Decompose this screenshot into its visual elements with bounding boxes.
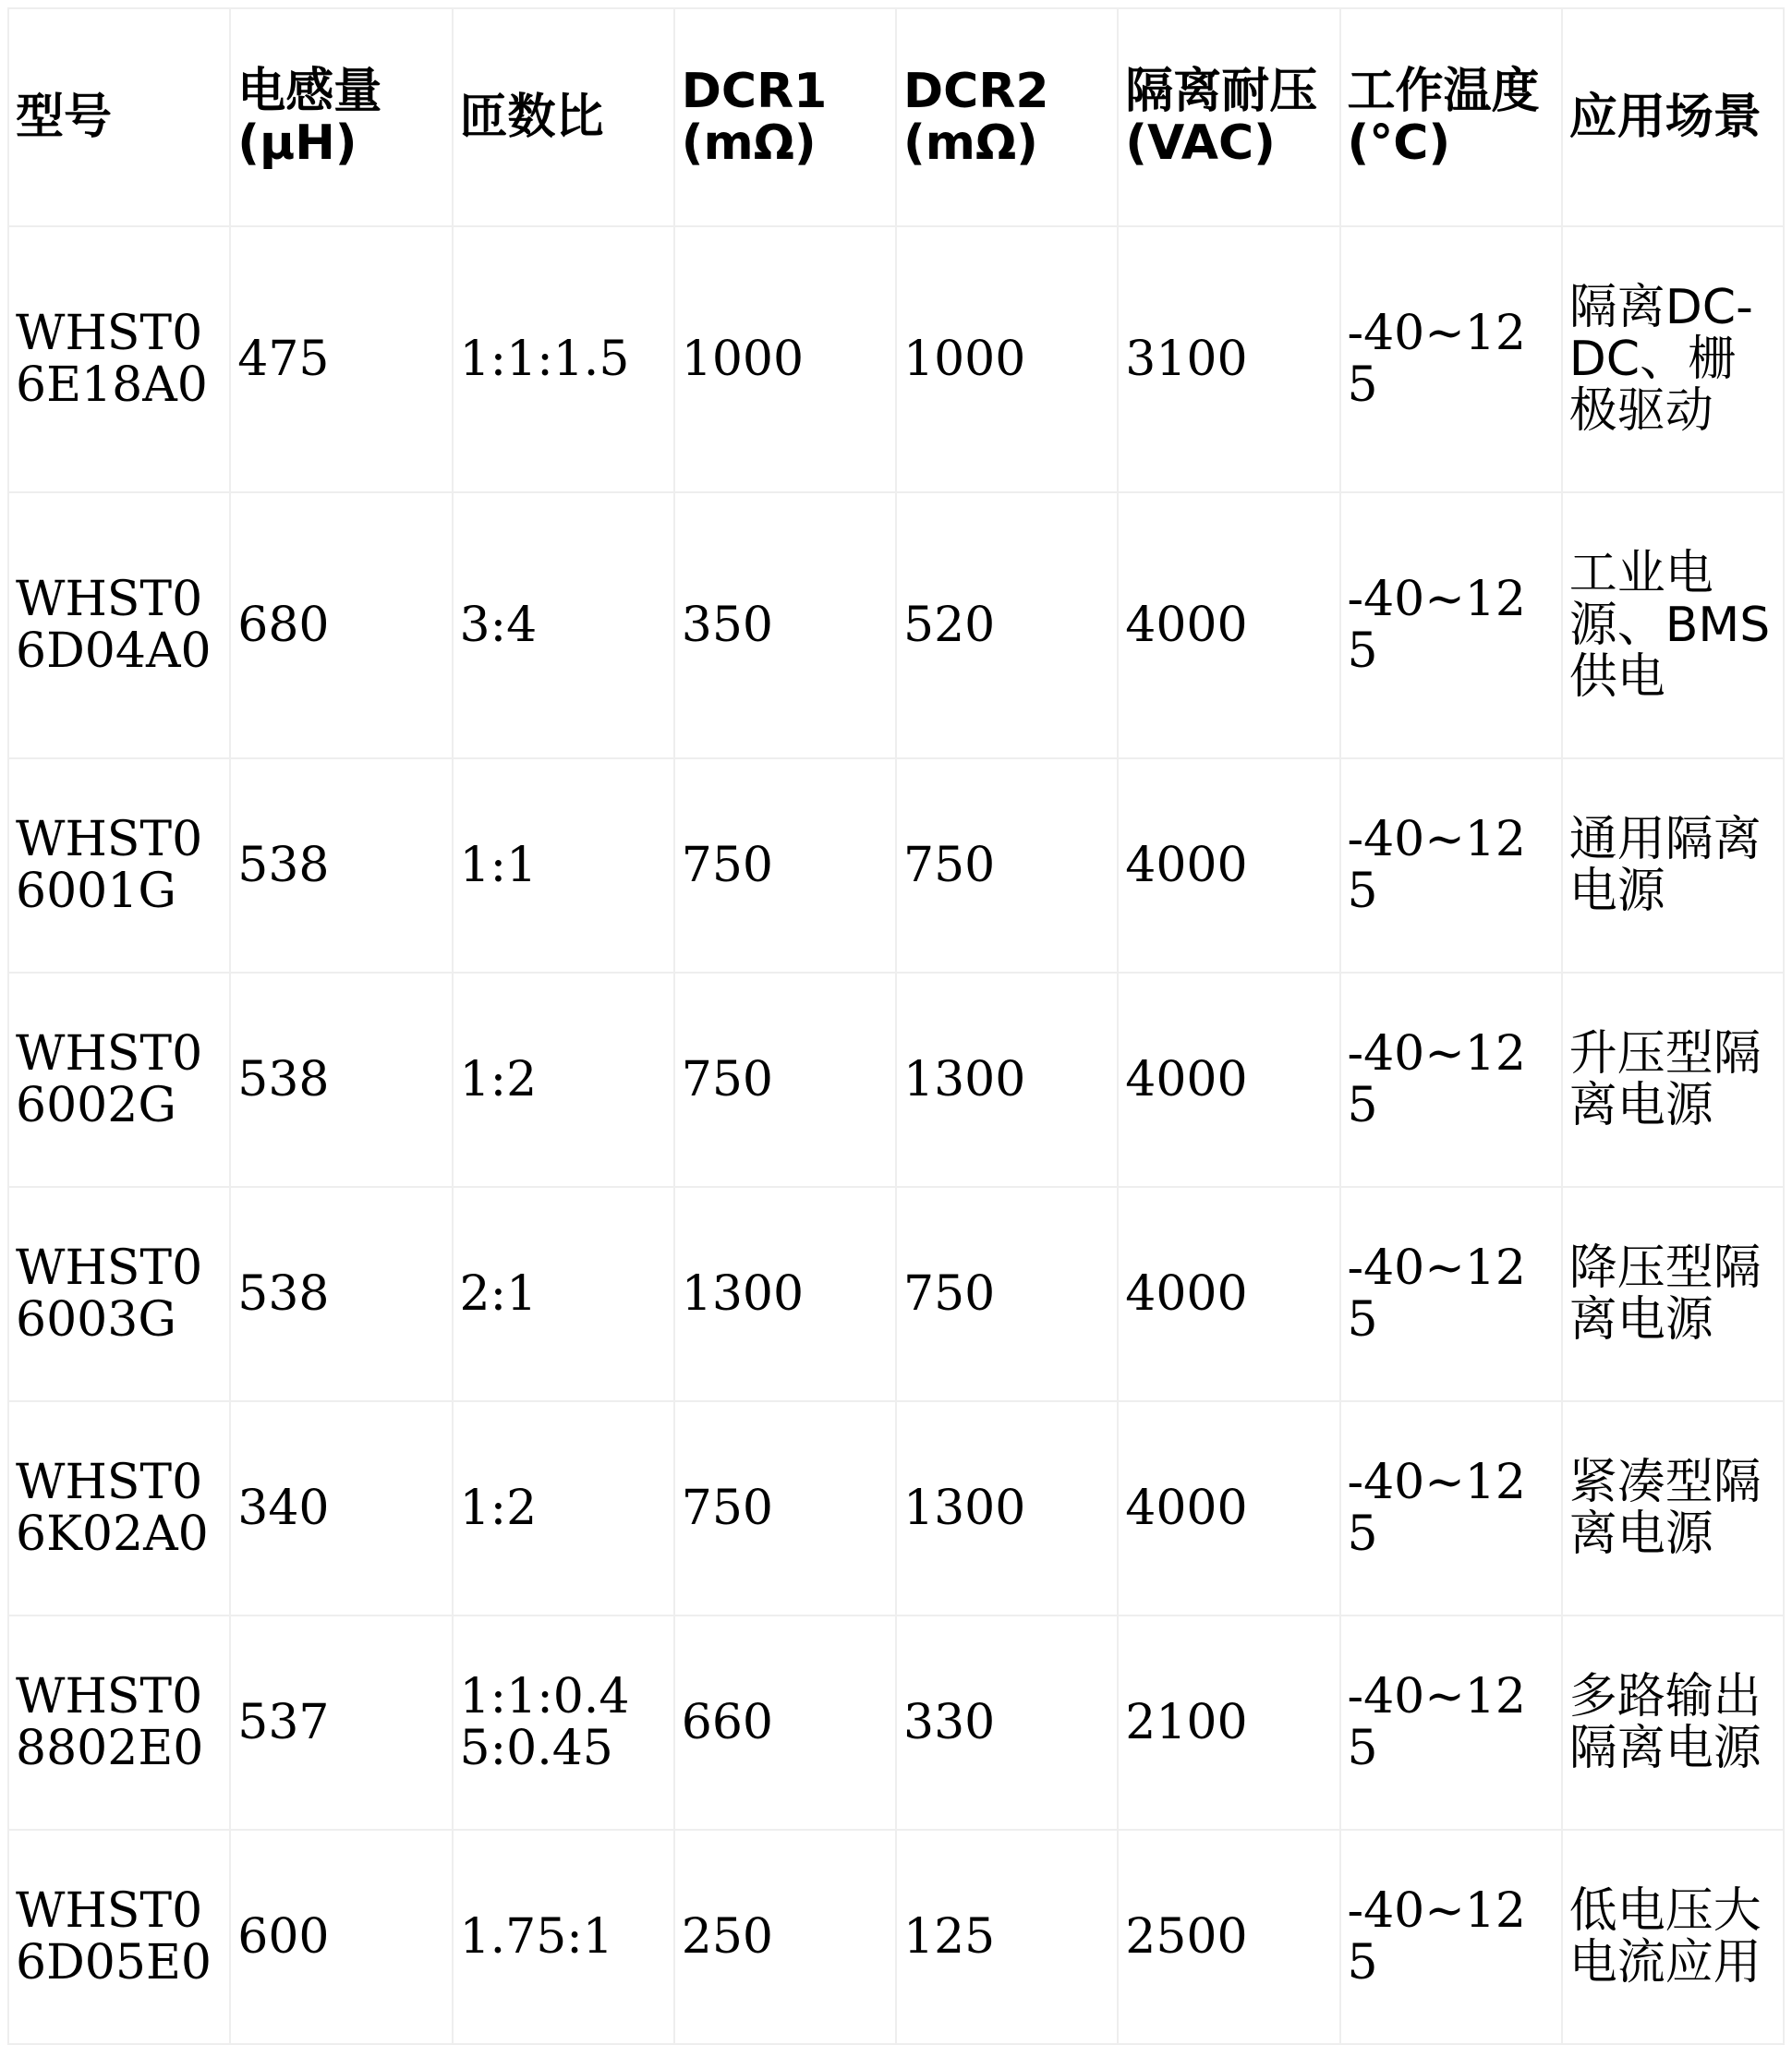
model-cell: WHST06K02A0: [8, 1401, 230, 1615]
temperature-cell: -40~125: [1340, 758, 1562, 973]
inductance-cell: 600: [230, 1830, 452, 2044]
temperature-cell: -40~125: [1340, 226, 1562, 492]
table-row: [8, 973, 1784, 1187]
turns-ratio-cell: 1:2: [453, 1401, 674, 1615]
table-row: [8, 758, 1784, 973]
model-cell: WHST08802E0: [8, 1615, 230, 1830]
turns-ratio-cell: 1.75:1: [453, 1830, 674, 2044]
application-cell: 低电压大电流应用: [1562, 1830, 1784, 2044]
application-cell: 隔离DC-DC、栅极驱动: [1562, 226, 1784, 492]
model-cell: WHST06E18A0: [8, 226, 230, 492]
model-cell: WHST06003G: [8, 1187, 230, 1401]
model-cell: WHST06D04A0: [8, 492, 230, 758]
application-cell: 通用隔离电源: [1562, 758, 1784, 973]
temperature-cell: -40~125: [1340, 1187, 1562, 1401]
application-cell: 多路输出隔离电源: [1562, 1615, 1784, 1830]
table-row: [8, 492, 1784, 758]
application-cell: 降压型隔离电源: [1562, 1187, 1784, 1401]
table-row: [8, 1401, 1784, 1615]
dcr2-cell: 1300: [896, 973, 1118, 1187]
dcr1-cell: 750: [674, 1401, 896, 1615]
header-dcr1: DCR1 (mΩ): [674, 8, 896, 226]
turns-ratio-cell: 1:1:0.45:0.45: [453, 1615, 674, 1830]
table-header-row: [8, 8, 1784, 226]
model-cell: WHST06D05E0: [8, 1830, 230, 2044]
inductance-cell: 538: [230, 1187, 452, 1401]
temperature-cell: -40~125: [1340, 1830, 1562, 2044]
isolation-voltage-cell: 4000: [1118, 1187, 1339, 1401]
dcr2-cell: 520: [896, 492, 1118, 758]
isolation-voltage-cell: 4000: [1118, 492, 1339, 758]
inductance-cell: 340: [230, 1401, 452, 1615]
dcr1-cell: 1000: [674, 226, 896, 492]
inductance-cell: 537: [230, 1615, 452, 1830]
model-cell: WHST06002G: [8, 973, 230, 1187]
isolation-voltage-cell: 2500: [1118, 1830, 1339, 2044]
table-row: [8, 1187, 1784, 1401]
header-dcr2: DCR2 (mΩ): [896, 8, 1118, 226]
dcr1-cell: 350: [674, 492, 896, 758]
inductance-cell: 680: [230, 492, 452, 758]
dcr2-cell: 1300: [896, 1401, 1118, 1615]
dcr2-cell: 125: [896, 1830, 1118, 2044]
dcr2-cell: 750: [896, 1187, 1118, 1401]
dcr1-cell: 1300: [674, 1187, 896, 1401]
isolation-voltage-cell: 4000: [1118, 1401, 1339, 1615]
turns-ratio-cell: 1:1: [453, 758, 674, 973]
turns-ratio-cell: 1:1:1.5: [453, 226, 674, 492]
header-isolation-voltage: 隔离耐压 (VAC): [1118, 8, 1339, 226]
turns-ratio-cell: 3:4: [453, 492, 674, 758]
isolation-voltage-cell: 4000: [1118, 758, 1339, 973]
table-row: [8, 1615, 1784, 1830]
dcr1-cell: 750: [674, 758, 896, 973]
dcr2-cell: 330: [896, 1615, 1118, 1830]
inductance-cell: 538: [230, 758, 452, 973]
application-cell: 工业电源、BMS供电: [1562, 492, 1784, 758]
dcr2-cell: 1000: [896, 226, 1118, 492]
table-row: [8, 1830, 1784, 2044]
application-cell: 升压型隔离电源: [1562, 973, 1784, 1187]
temperature-cell: -40~125: [1340, 1401, 1562, 1615]
inductance-cell: 475: [230, 226, 452, 492]
temperature-cell: -40~125: [1340, 492, 1562, 758]
model-cell: WHST06001G: [8, 758, 230, 973]
inductor-spec-table: [7, 7, 1785, 2045]
application-cell: 紧凑型隔离电源: [1562, 1401, 1784, 1615]
turns-ratio-cell: 1:2: [453, 973, 674, 1187]
dcr2-cell: 750: [896, 758, 1118, 973]
isolation-voltage-cell: 2100: [1118, 1615, 1339, 1830]
header-inductance: 电感量 (μH): [230, 8, 452, 226]
temperature-cell: -40~125: [1340, 973, 1562, 1187]
dcr1-cell: 750: [674, 973, 896, 1187]
header-application: 应用场景: [1562, 8, 1784, 226]
header-turns-ratio: 匝数比: [453, 8, 674, 226]
inductance-cell: 538: [230, 973, 452, 1187]
header-model: 型号: [8, 8, 230, 226]
turns-ratio-cell: 2:1: [453, 1187, 674, 1401]
isolation-voltage-cell: 4000: [1118, 973, 1339, 1187]
table-row: [8, 226, 1784, 492]
header-operating-temperature: 工作温度 (°C): [1340, 8, 1562, 226]
isolation-voltage-cell: 3100: [1118, 226, 1339, 492]
dcr1-cell: 660: [674, 1615, 896, 1830]
temperature-cell: -40~125: [1340, 1615, 1562, 1830]
dcr1-cell: 250: [674, 1830, 896, 2044]
